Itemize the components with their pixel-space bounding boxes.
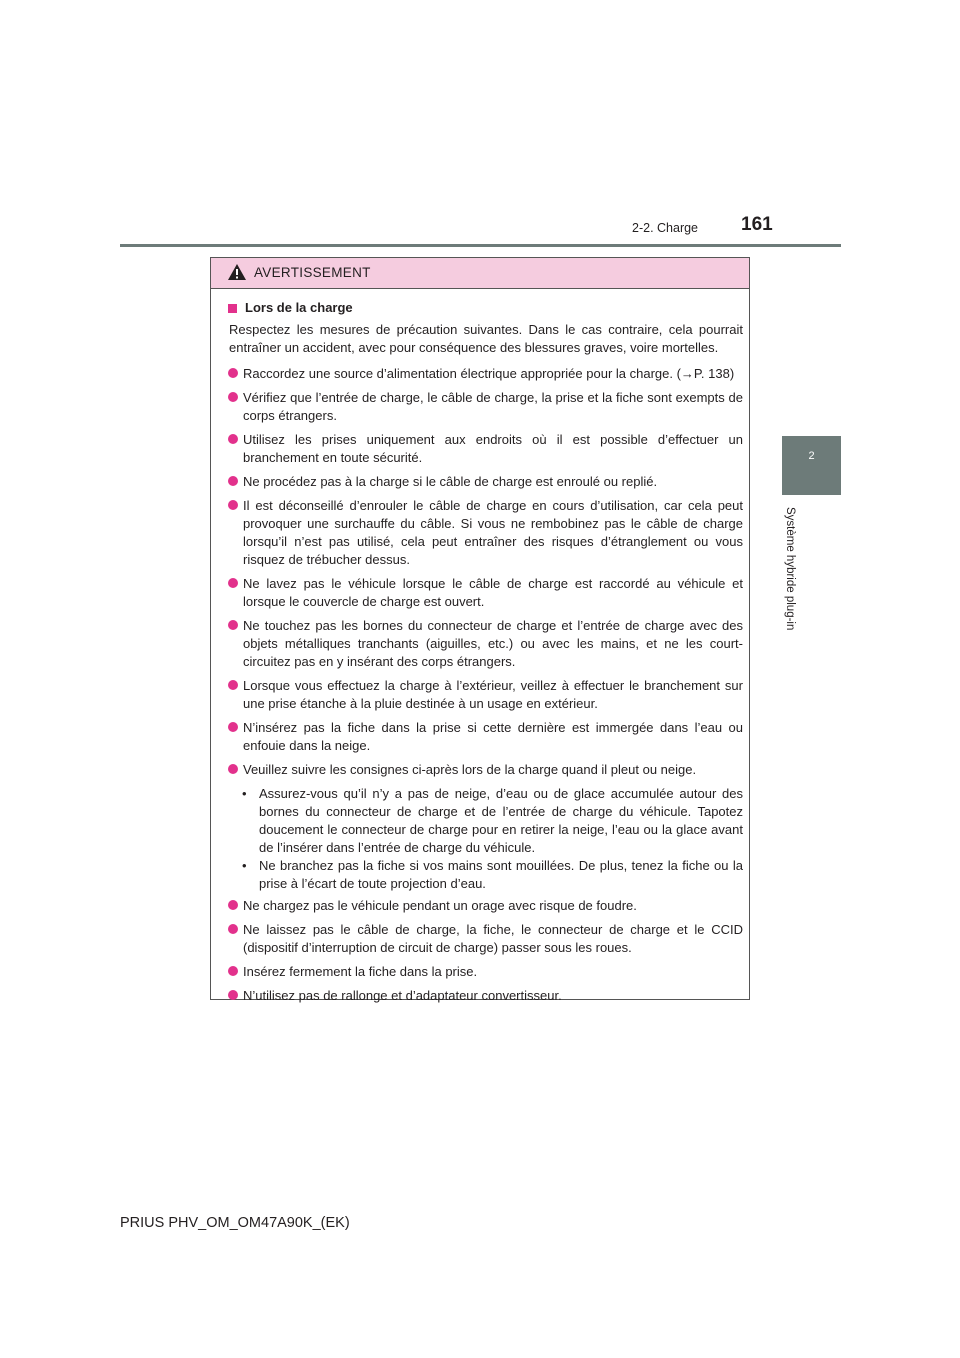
bullet-item	[228, 473, 743, 491]
bullet-dot-icon	[228, 900, 238, 910]
section-heading-text: Lors de la charge	[245, 300, 353, 315]
bullet-item	[228, 431, 743, 467]
bullet-text: Ne touchez pas les bornes du connecteur de charge et l’entrée de charge avec des objets métalliques tranchants (aiguilles, etc.) ou avec les mains, et ne les court-circuitez pas en y insérant des corps étrangers.	[243, 618, 743, 669]
bullet-item	[228, 921, 743, 957]
bullet-item	[228, 677, 743, 713]
bullet-dot-icon	[228, 392, 238, 402]
sub-bullet-marker: •	[242, 786, 247, 801]
warning-title: AVERTISSEMENT	[254, 265, 371, 280]
bullet-item	[228, 897, 743, 915]
warning-header	[211, 258, 749, 289]
bullet-dot-icon	[228, 990, 238, 1000]
bullet-text: Ne chargez pas le véhicule pendant un orage avec risque de foudre.	[243, 898, 637, 913]
page-number: 161	[741, 214, 773, 235]
intro-paragraph: Respectez les mesures de précaution suivantes. Dans le cas contraire, cela pourrait entraîner un accident, avec pour conséquence des blessures graves, voire mortelles.	[229, 322, 743, 355]
bullet-text: Lorsque vous effectuez la charge à l’extérieur, veillez à effectuer le branchement sur une prise étanche à la pluie destinée à un usage en extérieur.	[243, 678, 743, 711]
sub-bullet-text: Ne branchez pas la fiche si vos mains sont mouillées. De plus, tenez la fiche ou la prise à l’écart de toute projection d’eau.	[259, 858, 743, 891]
bullet-text: Vérifiez que l’entrée de charge, le câble de charge, la prise et la fiche sont exempts de corps étrangers.	[243, 390, 743, 423]
bullet-dot-icon	[228, 966, 238, 976]
bullet-text: Il est déconseillé d’enrouler le câble de charge en cours d’utilisation, car cela peut provoquer une surchauffe du câble. Si vous ne rembobinez pas le câble de charge lorsqu’il n’est pas utilisé, cela peut entraîner des risques d’étranglement ou vous risquez de trébucher dessus.	[243, 498, 743, 567]
header-rule	[120, 244, 841, 247]
bullet-item	[228, 497, 743, 569]
warning-triangle-icon	[227, 263, 247, 281]
bullet-item	[228, 617, 743, 671]
bullet-dot-icon	[228, 680, 238, 690]
bullet-text: Utilisez les prises uniquement aux endroits où il est possible d’effectuer un branchement en toute sécurité.	[243, 432, 743, 465]
chapter-title	[784, 507, 804, 647]
bullet-item	[228, 365, 743, 383]
bullet-text: N’insérez pas la fiche dans la prise si cette dernière est immergée dans l’eau ou enfouie dans la neige.	[243, 720, 743, 753]
sub-bullet-marker: •	[242, 858, 247, 873]
chapter-tab	[782, 436, 841, 495]
warning-body	[211, 289, 749, 1005]
bullet-text: N’utilisez pas de rallonge et d’adaptateur convertisseur.	[243, 988, 562, 1003]
sub-bullet-item	[228, 785, 743, 857]
bullet-dot-icon	[228, 924, 238, 934]
bullet-dot-icon	[228, 722, 238, 732]
sub-bullet-item	[228, 857, 743, 893]
bullet-item	[228, 719, 743, 755]
chapter-number: 2	[808, 450, 815, 462]
section-label: 2-2. Charge	[632, 221, 699, 235]
bullet-item	[228, 575, 743, 611]
document-id: PRIUS PHV_OM_OM47A90K_(EK)	[120, 1215, 350, 1231]
square-bullet-icon	[228, 304, 237, 313]
chapter-title-text: Système hybride plug-in	[784, 507, 796, 631]
bullet-item	[228, 987, 743, 1005]
bullet-text: Ne laissez pas le câble de charge, la fiche, le connecteur de charge et le CCID (dispositif d’interruption de circuit de charge) passer sous les roues.	[243, 922, 743, 955]
bullet-text: Ne procédez pas à la charge si le câble de charge est enroulé ou replié.	[243, 474, 658, 489]
bullet-item	[228, 761, 743, 779]
bullet-text: Raccordez une source d’alimentation électrique appropriée pour la charge. (→P. 138)	[243, 366, 735, 381]
bullet-dot-icon	[228, 578, 238, 588]
sub-bullet-list	[228, 785, 743, 893]
bullet-dot-icon	[228, 434, 238, 444]
sub-bullet-text: Assurez-vous qu’il n’y a pas de neige, d’eau ou de glace accumulée autour des bornes du connecteur de charge et de l’entrée de charge du véhicule. Tapotez doucement le connecteur de charge pour en retirer la neige, l’eau ou la glace avant de l’insérer dans l’entrée de charge du véhicule.	[259, 786, 743, 855]
bullet-dot-icon	[228, 368, 238, 378]
bullet-item	[228, 963, 743, 981]
bullet-dot-icon	[228, 620, 238, 630]
bullet-text: Ne lavez pas le véhicule lorsque le câble de charge est raccordé au véhicule et lorsque le couvercle de charge est ouvert.	[243, 576, 743, 609]
bullet-text: Veuillez suivre les consignes ci-après lors de la charge quand il pleut ou neige.	[243, 762, 697, 777]
bullet-text: Insérez fermement la fiche dans la prise.	[243, 964, 478, 979]
warning-box	[210, 257, 750, 1003]
bullet-dot-icon	[228, 500, 238, 510]
bullet-dot-icon	[228, 764, 238, 774]
bullet-dot-icon	[228, 476, 238, 486]
section-heading	[228, 299, 743, 317]
bullet-item	[228, 389, 743, 425]
